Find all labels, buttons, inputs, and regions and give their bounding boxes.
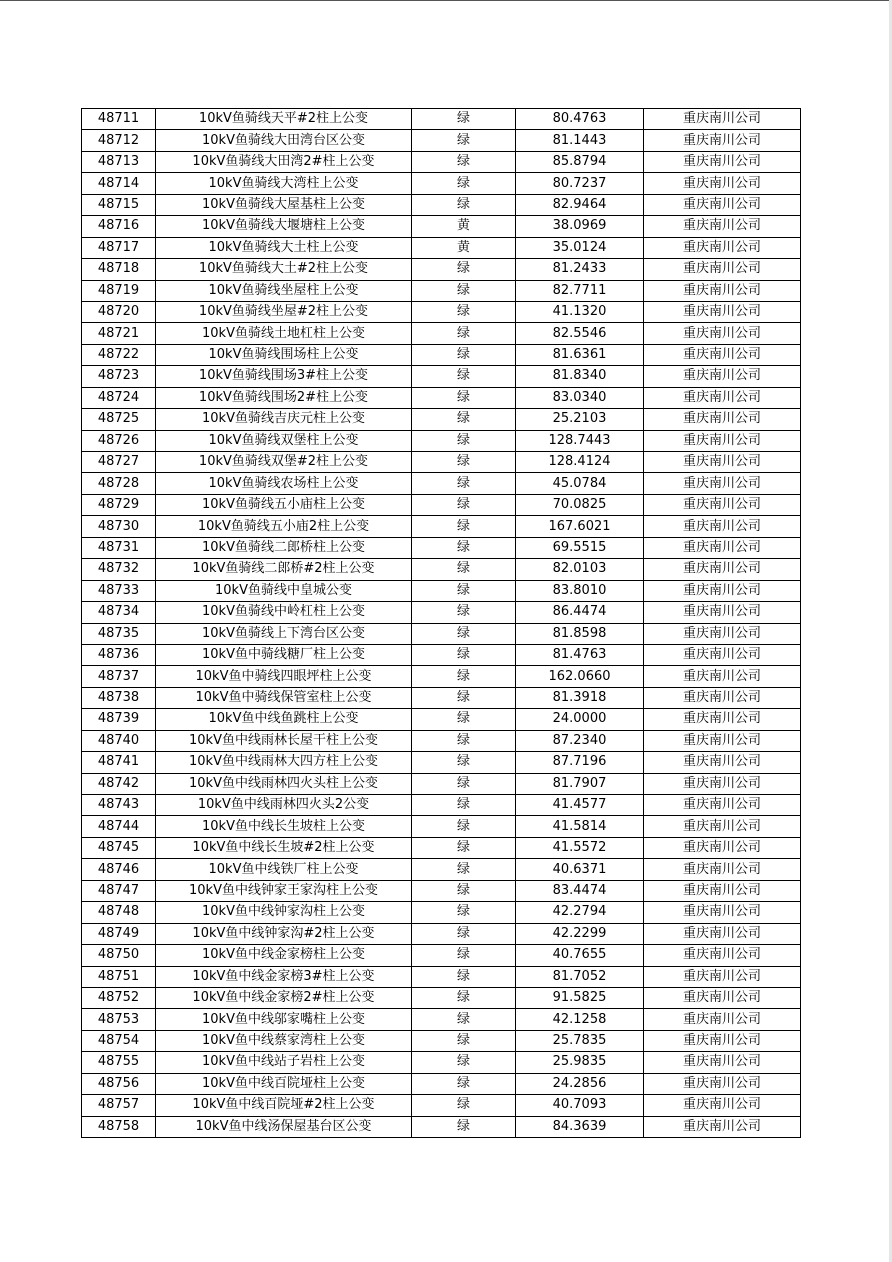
table-row bbox=[82, 816, 801, 837]
status-cell: 绿 bbox=[412, 1073, 516, 1094]
value-cell: 41.5814 bbox=[516, 816, 644, 837]
company-cell: 重庆南川公司 bbox=[644, 730, 801, 751]
company-cell: 重庆南川公司 bbox=[644, 430, 801, 451]
id-cell: 48735 bbox=[82, 623, 156, 644]
table-row bbox=[82, 602, 801, 623]
status-cell: 绿 bbox=[412, 516, 516, 537]
id-cell: 48714 bbox=[82, 173, 156, 194]
id-cell: 48753 bbox=[82, 1009, 156, 1030]
company-cell: 重庆南川公司 bbox=[644, 301, 801, 322]
id-cell: 48727 bbox=[82, 452, 156, 473]
id-cell: 48734 bbox=[82, 602, 156, 623]
table-row bbox=[82, 559, 801, 580]
name-cell: 10kV鱼中线钟家沟#2柱上公变 bbox=[156, 923, 412, 944]
name-cell: 10kV鱼骑线双堡柱上公变 bbox=[156, 430, 412, 451]
name-cell: 10kV鱼骑线大田湾2#柱上公变 bbox=[156, 151, 412, 172]
company-cell: 重庆南川公司 bbox=[644, 752, 801, 773]
value-cell: 25.9835 bbox=[516, 1052, 644, 1073]
company-cell: 重庆南川公司 bbox=[644, 1095, 801, 1116]
company-cell: 重庆南川公司 bbox=[644, 559, 801, 580]
table-row bbox=[82, 1052, 801, 1073]
table-row bbox=[82, 880, 801, 901]
name-cell: 10kV鱼骑线五小庙2柱上公变 bbox=[156, 516, 412, 537]
name-cell: 10kV鱼骑线双堡#2柱上公变 bbox=[156, 452, 412, 473]
value-cell: 91.5825 bbox=[516, 987, 644, 1008]
name-cell: 10kV鱼骑线上下湾台区公变 bbox=[156, 623, 412, 644]
name-cell: 10kV鱼中线长生坡柱上公变 bbox=[156, 816, 412, 837]
id-cell: 48748 bbox=[82, 902, 156, 923]
table-row bbox=[82, 773, 801, 794]
value-cell: 128.4124 bbox=[516, 452, 644, 473]
company-cell: 重庆南川公司 bbox=[644, 473, 801, 494]
status-cell: 绿 bbox=[412, 859, 516, 880]
status-cell: 绿 bbox=[412, 644, 516, 665]
name-cell: 10kV鱼中线钟家沟柱上公变 bbox=[156, 902, 412, 923]
value-cell: 25.7835 bbox=[516, 1030, 644, 1051]
name-cell: 10kV鱼骑线大堰塘柱上公变 bbox=[156, 216, 412, 237]
name-cell: 10kV鱼骑线二郎桥#2柱上公变 bbox=[156, 559, 412, 580]
value-cell: 81.4763 bbox=[516, 644, 644, 665]
status-cell: 黄 bbox=[412, 216, 516, 237]
table-row bbox=[82, 280, 801, 301]
status-cell: 黄 bbox=[412, 237, 516, 258]
company-cell: 重庆南川公司 bbox=[644, 1116, 801, 1137]
id-cell: 48741 bbox=[82, 752, 156, 773]
status-cell: 绿 bbox=[412, 1009, 516, 1030]
company-cell: 重庆南川公司 bbox=[644, 280, 801, 301]
value-cell: 81.3918 bbox=[516, 687, 644, 708]
company-cell: 重庆南川公司 bbox=[644, 859, 801, 880]
table-row bbox=[82, 687, 801, 708]
company-cell: 重庆南川公司 bbox=[644, 516, 801, 537]
status-cell: 绿 bbox=[412, 923, 516, 944]
status-cell: 绿 bbox=[412, 301, 516, 322]
value-cell: 128.7443 bbox=[516, 430, 644, 451]
value-cell: 84.3639 bbox=[516, 1116, 644, 1137]
status-cell: 绿 bbox=[412, 494, 516, 515]
value-cell: 81.7907 bbox=[516, 773, 644, 794]
status-cell: 绿 bbox=[412, 366, 516, 387]
value-cell: 40.6371 bbox=[516, 859, 644, 880]
company-cell: 重庆南川公司 bbox=[644, 194, 801, 215]
status-cell: 绿 bbox=[412, 1052, 516, 1073]
id-cell: 48733 bbox=[82, 580, 156, 601]
table-row bbox=[82, 666, 801, 687]
id-cell: 48751 bbox=[82, 966, 156, 987]
table-row bbox=[82, 987, 801, 1008]
value-cell: 42.1258 bbox=[516, 1009, 644, 1030]
page-top-border bbox=[0, 0, 892, 1]
status-cell: 绿 bbox=[412, 687, 516, 708]
table-row bbox=[82, 1116, 801, 1137]
company-cell: 重庆南川公司 bbox=[644, 366, 801, 387]
id-cell: 48713 bbox=[82, 151, 156, 172]
company-cell: 重庆南川公司 bbox=[644, 1073, 801, 1094]
transformer-table bbox=[81, 108, 801, 1138]
status-cell: 绿 bbox=[412, 537, 516, 558]
company-cell: 重庆南川公司 bbox=[644, 1030, 801, 1051]
name-cell: 10kV鱼骑线大土#2柱上公变 bbox=[156, 259, 412, 280]
company-cell: 重庆南川公司 bbox=[644, 666, 801, 687]
id-cell: 48745 bbox=[82, 837, 156, 858]
table-row bbox=[82, 130, 801, 151]
table-row bbox=[82, 945, 801, 966]
id-cell: 48719 bbox=[82, 280, 156, 301]
status-cell: 绿 bbox=[412, 945, 516, 966]
name-cell: 10kV鱼骑线吉庆元柱上公变 bbox=[156, 409, 412, 430]
name-cell: 10kV鱼骑线大田湾台区公变 bbox=[156, 130, 412, 151]
table-row bbox=[82, 644, 801, 665]
company-cell: 重庆南川公司 bbox=[644, 494, 801, 515]
table-row bbox=[82, 516, 801, 537]
id-cell: 48717 bbox=[82, 237, 156, 258]
status-cell: 绿 bbox=[412, 580, 516, 601]
status-cell: 绿 bbox=[412, 109, 516, 130]
status-cell: 绿 bbox=[412, 752, 516, 773]
name-cell: 10kV鱼中线金家榜柱上公变 bbox=[156, 945, 412, 966]
name-cell: 10kV鱼中线百院垭柱上公变 bbox=[156, 1073, 412, 1094]
id-cell: 48720 bbox=[82, 301, 156, 322]
id-cell: 48743 bbox=[82, 795, 156, 816]
value-cell: 41.4577 bbox=[516, 795, 644, 816]
table-row bbox=[82, 194, 801, 215]
value-cell: 83.4474 bbox=[516, 880, 644, 901]
name-cell: 10kV鱼骑线围场柱上公变 bbox=[156, 344, 412, 365]
status-cell: 绿 bbox=[412, 902, 516, 923]
table-row bbox=[82, 301, 801, 322]
id-cell: 48758 bbox=[82, 1116, 156, 1137]
company-cell: 重庆南川公司 bbox=[644, 1052, 801, 1073]
table-row bbox=[82, 837, 801, 858]
status-cell: 绿 bbox=[412, 880, 516, 901]
id-cell: 48722 bbox=[82, 344, 156, 365]
table-row bbox=[82, 795, 801, 816]
name-cell: 10kV鱼骑线天平#2柱上公变 bbox=[156, 109, 412, 130]
value-cell: 80.7237 bbox=[516, 173, 644, 194]
name-cell: 10kV鱼骑线土地杠柱上公变 bbox=[156, 323, 412, 344]
table-row bbox=[82, 344, 801, 365]
id-cell: 48712 bbox=[82, 130, 156, 151]
value-cell: 81.2433 bbox=[516, 259, 644, 280]
company-cell: 重庆南川公司 bbox=[644, 537, 801, 558]
id-cell: 48757 bbox=[82, 1095, 156, 1116]
company-cell: 重庆南川公司 bbox=[644, 409, 801, 430]
name-cell: 10kV鱼中线铁厂柱上公变 bbox=[156, 859, 412, 880]
table-row bbox=[82, 259, 801, 280]
value-cell: 86.4474 bbox=[516, 602, 644, 623]
table-row bbox=[82, 709, 801, 730]
value-cell: 24.0000 bbox=[516, 709, 644, 730]
table-row bbox=[82, 109, 801, 130]
company-cell: 重庆南川公司 bbox=[644, 923, 801, 944]
value-cell: 87.2340 bbox=[516, 730, 644, 751]
id-cell: 48711 bbox=[82, 109, 156, 130]
value-cell: 85.8794 bbox=[516, 151, 644, 172]
status-cell: 绿 bbox=[412, 837, 516, 858]
table-row bbox=[82, 1009, 801, 1030]
id-cell: 48744 bbox=[82, 816, 156, 837]
table-row bbox=[82, 1030, 801, 1051]
company-cell: 重庆南川公司 bbox=[644, 644, 801, 665]
table-row bbox=[82, 323, 801, 344]
name-cell: 10kV鱼中线站子岩柱上公变 bbox=[156, 1052, 412, 1073]
id-cell: 48742 bbox=[82, 773, 156, 794]
table-row bbox=[82, 430, 801, 451]
id-cell: 48716 bbox=[82, 216, 156, 237]
status-cell: 绿 bbox=[412, 151, 516, 172]
company-cell: 重庆南川公司 bbox=[644, 173, 801, 194]
company-cell: 重庆南川公司 bbox=[644, 580, 801, 601]
name-cell: 10kV鱼骑线围场3#柱上公变 bbox=[156, 366, 412, 387]
id-cell: 48737 bbox=[82, 666, 156, 687]
id-cell: 48715 bbox=[82, 194, 156, 215]
company-cell: 重庆南川公司 bbox=[644, 237, 801, 258]
table-row bbox=[82, 1073, 801, 1094]
status-cell: 绿 bbox=[412, 730, 516, 751]
id-cell: 48755 bbox=[82, 1052, 156, 1073]
name-cell: 10kV鱼骑线农场柱上公变 bbox=[156, 473, 412, 494]
id-cell: 48746 bbox=[82, 859, 156, 880]
value-cell: 38.0969 bbox=[516, 216, 644, 237]
name-cell: 10kV鱼中线鱼跳柱上公变 bbox=[156, 709, 412, 730]
value-cell: 41.5572 bbox=[516, 837, 644, 858]
table-row bbox=[82, 366, 801, 387]
name-cell: 10kV鱼中线金家榜3#柱上公变 bbox=[156, 966, 412, 987]
table-row bbox=[82, 923, 801, 944]
name-cell: 10kV鱼中线雨林大四方柱上公变 bbox=[156, 752, 412, 773]
id-cell: 48750 bbox=[82, 945, 156, 966]
value-cell: 83.0340 bbox=[516, 387, 644, 408]
name-cell: 10kV鱼中线长生坡#2柱上公变 bbox=[156, 837, 412, 858]
value-cell: 162.0660 bbox=[516, 666, 644, 687]
status-cell: 绿 bbox=[412, 323, 516, 344]
value-cell: 40.7655 bbox=[516, 945, 644, 966]
status-cell: 绿 bbox=[412, 966, 516, 987]
table-row bbox=[82, 387, 801, 408]
status-cell: 绿 bbox=[412, 259, 516, 280]
company-cell: 重庆南川公司 bbox=[644, 816, 801, 837]
company-cell: 重庆南川公司 bbox=[644, 452, 801, 473]
company-cell: 重庆南川公司 bbox=[644, 880, 801, 901]
value-cell: 70.0825 bbox=[516, 494, 644, 515]
status-cell: 绿 bbox=[412, 623, 516, 644]
company-cell: 重庆南川公司 bbox=[644, 966, 801, 987]
table-row bbox=[82, 151, 801, 172]
name-cell: 10kV鱼骑线大土柱上公变 bbox=[156, 237, 412, 258]
name-cell: 10kV鱼中线钟家王家沟柱上公变 bbox=[156, 880, 412, 901]
table-row bbox=[82, 494, 801, 515]
status-cell: 绿 bbox=[412, 130, 516, 151]
value-cell: 83.8010 bbox=[516, 580, 644, 601]
company-cell: 重庆南川公司 bbox=[644, 837, 801, 858]
table-row bbox=[82, 237, 801, 258]
id-cell: 48747 bbox=[82, 880, 156, 901]
status-cell: 绿 bbox=[412, 602, 516, 623]
table-row bbox=[82, 537, 801, 558]
company-cell: 重庆南川公司 bbox=[644, 323, 801, 344]
name-cell: 10kV鱼骑线坐屋#2柱上公变 bbox=[156, 301, 412, 322]
company-cell: 重庆南川公司 bbox=[644, 687, 801, 708]
id-cell: 48728 bbox=[82, 473, 156, 494]
name-cell: 10kV鱼中线雨林长屋干柱上公变 bbox=[156, 730, 412, 751]
company-cell: 重庆南川公司 bbox=[644, 130, 801, 151]
value-cell: 82.5546 bbox=[516, 323, 644, 344]
value-cell: 81.8598 bbox=[516, 623, 644, 644]
value-cell: 167.6021 bbox=[516, 516, 644, 537]
name-cell: 10kV鱼骑线中皇城公变 bbox=[156, 580, 412, 601]
table-row bbox=[82, 1095, 801, 1116]
company-cell: 重庆南川公司 bbox=[644, 387, 801, 408]
name-cell: 10kV鱼骑线大屋基柱上公变 bbox=[156, 194, 412, 215]
table-row bbox=[82, 580, 801, 601]
id-cell: 48723 bbox=[82, 366, 156, 387]
company-cell: 重庆南川公司 bbox=[644, 773, 801, 794]
table-row bbox=[82, 216, 801, 237]
value-cell: 42.2794 bbox=[516, 902, 644, 923]
name-cell: 10kV鱼骑线五小庙柱上公变 bbox=[156, 494, 412, 515]
name-cell: 10kV鱼骑线中岭杠柱上公变 bbox=[156, 602, 412, 623]
id-cell: 48740 bbox=[82, 730, 156, 751]
status-cell: 绿 bbox=[412, 387, 516, 408]
table-row bbox=[82, 173, 801, 194]
company-cell: 重庆南川公司 bbox=[644, 151, 801, 172]
name-cell: 10kV鱼中线汤保屋基台区公变 bbox=[156, 1116, 412, 1137]
status-cell: 绿 bbox=[412, 280, 516, 301]
id-cell: 48725 bbox=[82, 409, 156, 430]
id-cell: 48749 bbox=[82, 923, 156, 944]
status-cell: 绿 bbox=[412, 1095, 516, 1116]
company-cell: 重庆南川公司 bbox=[644, 902, 801, 923]
name-cell: 10kV鱼中线雨林四火头柱上公变 bbox=[156, 773, 412, 794]
value-cell: 82.7711 bbox=[516, 280, 644, 301]
company-cell: 重庆南川公司 bbox=[644, 602, 801, 623]
company-cell: 重庆南川公司 bbox=[644, 709, 801, 730]
value-cell: 81.1443 bbox=[516, 130, 644, 151]
id-cell: 48726 bbox=[82, 430, 156, 451]
status-cell: 绿 bbox=[412, 1116, 516, 1137]
table-row bbox=[82, 730, 801, 751]
id-cell: 48738 bbox=[82, 687, 156, 708]
id-cell: 48739 bbox=[82, 709, 156, 730]
name-cell: 10kV鱼中线百院垭#2柱上公变 bbox=[156, 1095, 412, 1116]
id-cell: 48729 bbox=[82, 494, 156, 515]
status-cell: 绿 bbox=[412, 666, 516, 687]
table-row bbox=[82, 623, 801, 644]
table-row bbox=[82, 752, 801, 773]
company-cell: 重庆南川公司 bbox=[644, 1009, 801, 1030]
name-cell: 10kV鱼中线金家榜2#柱上公变 bbox=[156, 987, 412, 1008]
table-row bbox=[82, 966, 801, 987]
status-cell: 绿 bbox=[412, 173, 516, 194]
name-cell: 10kV鱼骑线二郎桥柱上公变 bbox=[156, 537, 412, 558]
value-cell: 35.0124 bbox=[516, 237, 644, 258]
value-cell: 45.0784 bbox=[516, 473, 644, 494]
status-cell: 绿 bbox=[412, 709, 516, 730]
table-row bbox=[82, 902, 801, 923]
value-cell: 82.0103 bbox=[516, 559, 644, 580]
value-cell: 81.8340 bbox=[516, 366, 644, 387]
table-row bbox=[82, 859, 801, 880]
id-cell: 48752 bbox=[82, 987, 156, 1008]
status-cell: 绿 bbox=[412, 795, 516, 816]
status-cell: 绿 bbox=[412, 430, 516, 451]
name-cell: 10kV鱼骑线大湾柱上公变 bbox=[156, 173, 412, 194]
status-cell: 绿 bbox=[412, 409, 516, 430]
value-cell: 41.1320 bbox=[516, 301, 644, 322]
company-cell: 重庆南川公司 bbox=[644, 945, 801, 966]
name-cell: 10kV鱼中线雨林四火头2公变 bbox=[156, 795, 412, 816]
table-row bbox=[82, 473, 801, 494]
name-cell: 10kV鱼中线邬家嘴柱上公变 bbox=[156, 1009, 412, 1030]
id-cell: 48732 bbox=[82, 559, 156, 580]
id-cell: 48718 bbox=[82, 259, 156, 280]
status-cell: 绿 bbox=[412, 816, 516, 837]
company-cell: 重庆南川公司 bbox=[644, 344, 801, 365]
status-cell: 绿 bbox=[412, 773, 516, 794]
id-cell: 48756 bbox=[82, 1073, 156, 1094]
table-body bbox=[82, 109, 801, 1138]
value-cell: 81.6361 bbox=[516, 344, 644, 365]
company-cell: 重庆南川公司 bbox=[644, 259, 801, 280]
status-cell: 绿 bbox=[412, 452, 516, 473]
value-cell: 80.4763 bbox=[516, 109, 644, 130]
status-cell: 绿 bbox=[412, 987, 516, 1008]
company-cell: 重庆南川公司 bbox=[644, 795, 801, 816]
value-cell: 81.7052 bbox=[516, 966, 644, 987]
name-cell: 10kV鱼中线蔡家湾柱上公变 bbox=[156, 1030, 412, 1051]
value-cell: 82.9464 bbox=[516, 194, 644, 215]
name-cell: 10kV鱼中骑线四眼坪柱上公变 bbox=[156, 666, 412, 687]
name-cell: 10kV鱼中骑线糖厂柱上公变 bbox=[156, 644, 412, 665]
id-cell: 48736 bbox=[82, 644, 156, 665]
name-cell: 10kV鱼骑线坐屋柱上公变 bbox=[156, 280, 412, 301]
name-cell: 10kV鱼骑线围场2#柱上公变 bbox=[156, 387, 412, 408]
table-row bbox=[82, 409, 801, 430]
value-cell: 25.2103 bbox=[516, 409, 644, 430]
status-cell: 绿 bbox=[412, 194, 516, 215]
value-cell: 42.2299 bbox=[516, 923, 644, 944]
id-cell: 48731 bbox=[82, 537, 156, 558]
id-cell: 48721 bbox=[82, 323, 156, 344]
company-cell: 重庆南川公司 bbox=[644, 216, 801, 237]
company-cell: 重庆南川公司 bbox=[644, 623, 801, 644]
id-cell: 48754 bbox=[82, 1030, 156, 1051]
value-cell: 40.7093 bbox=[516, 1095, 644, 1116]
status-cell: 绿 bbox=[412, 559, 516, 580]
table-row bbox=[82, 452, 801, 473]
value-cell: 24.2856 bbox=[516, 1073, 644, 1094]
company-cell: 重庆南川公司 bbox=[644, 109, 801, 130]
id-cell: 48730 bbox=[82, 516, 156, 537]
status-cell: 绿 bbox=[412, 473, 516, 494]
value-cell: 87.7196 bbox=[516, 752, 644, 773]
id-cell: 48724 bbox=[82, 387, 156, 408]
company-cell: 重庆南川公司 bbox=[644, 987, 801, 1008]
status-cell: 绿 bbox=[412, 1030, 516, 1051]
name-cell: 10kV鱼中骑线保管室柱上公变 bbox=[156, 687, 412, 708]
value-cell: 69.5515 bbox=[516, 537, 644, 558]
status-cell: 绿 bbox=[412, 344, 516, 365]
